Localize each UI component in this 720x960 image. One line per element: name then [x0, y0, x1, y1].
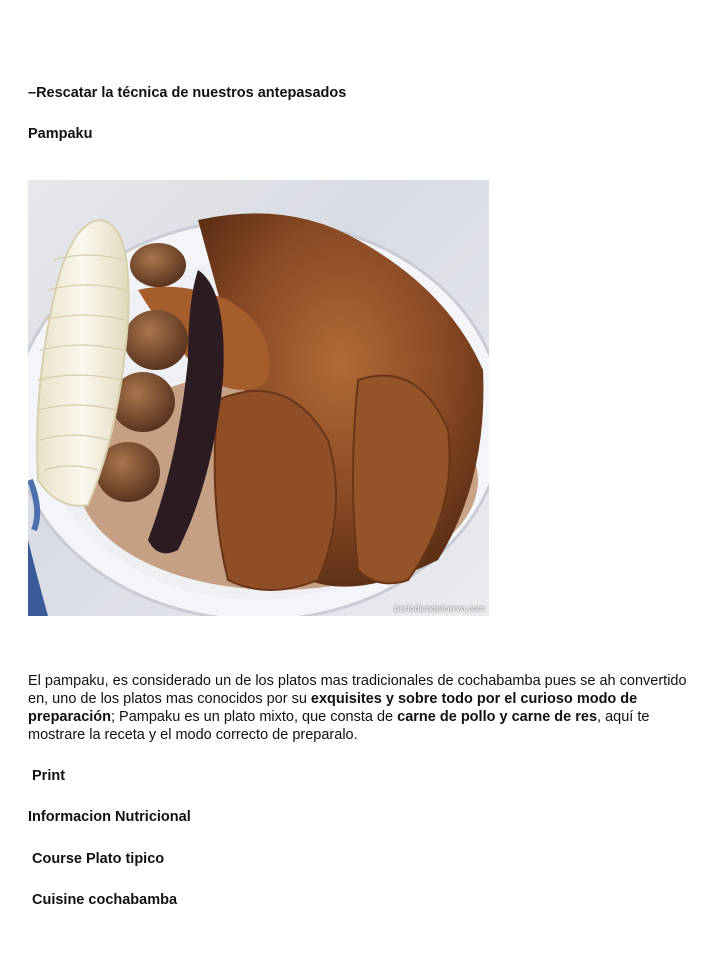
description-paragraph	[28, 672, 692, 744]
description-bold-1: exquisites y sobre todo por el curioso modo de preparación	[28, 691, 638, 725]
dish-illustration	[28, 180, 489, 616]
description-part-1: El pampaku, es considerado un de los platos mas tradicionales de cochabamba pues se ah convertido en, uno de los platos mas conocidos por su	[28, 673, 687, 707]
nutrition-heading: Informacion Nutricional	[28, 809, 191, 825]
course-label: Course Plato tipico	[32, 851, 165, 867]
dish-photo	[28, 180, 489, 616]
print-link[interactable]: Print	[32, 768, 66, 784]
page-title: Pampaku	[28, 126, 93, 142]
cuisine-label: Cuisine cochabamba	[32, 892, 178, 908]
image-watermark: periodicodelcervo.com	[394, 604, 485, 613]
description-part-3: , aquí te mostrare la receta y el modo correcto de preparalo.	[28, 709, 650, 743]
heading: –Rescatar la técnica de nuestros antepasados	[28, 85, 347, 101]
description-bold-2: carne de pollo y carne de res	[397, 709, 598, 725]
description-part-2: ; Pampaku es un plato mixto, que consta de	[111, 709, 398, 725]
